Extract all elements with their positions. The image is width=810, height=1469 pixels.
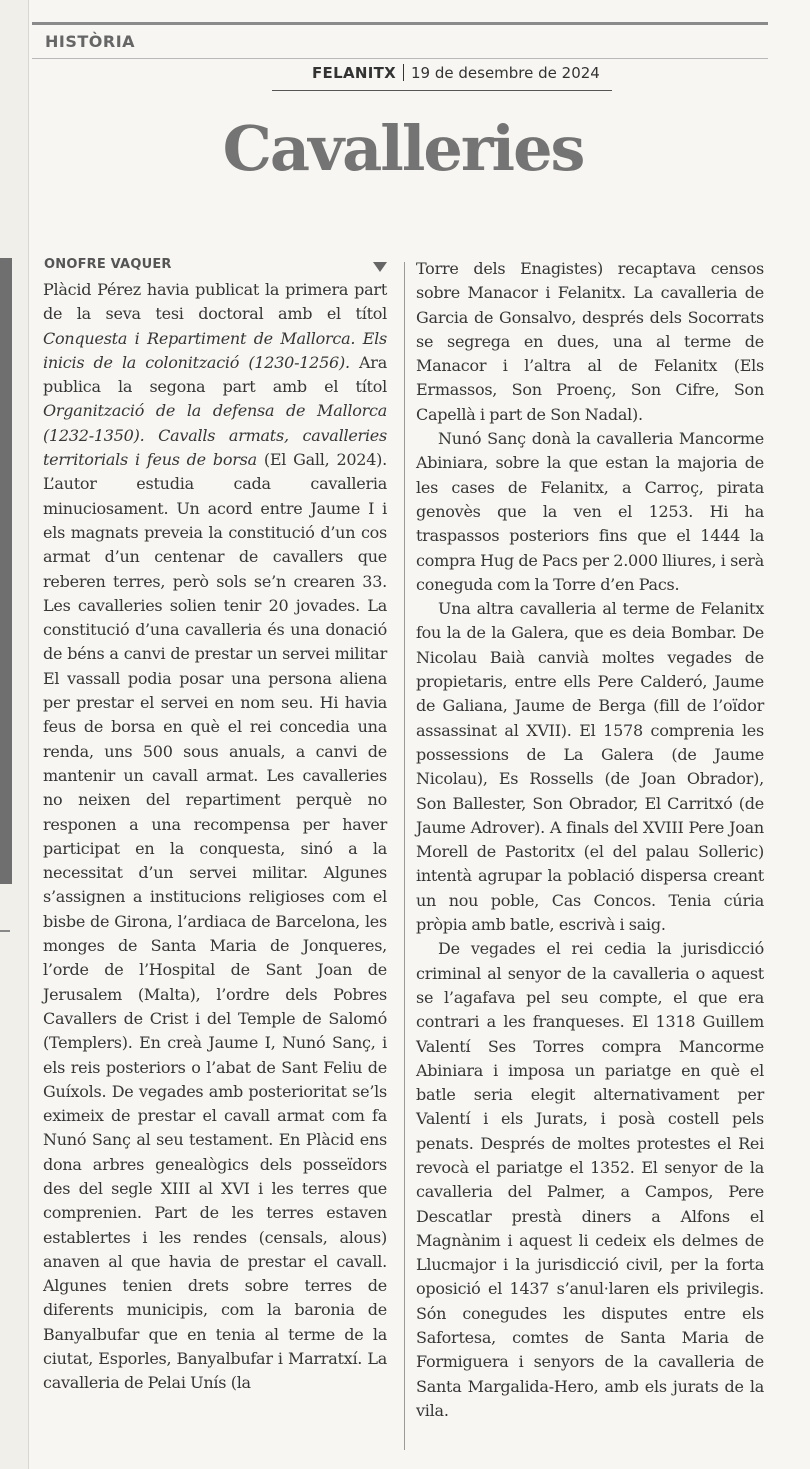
triangle-down-icon xyxy=(373,262,387,272)
dateline-date: 19 de desembre de 2024 xyxy=(411,64,600,82)
column-divider xyxy=(404,262,405,1450)
dateline-place: FELANITX xyxy=(312,64,396,82)
dateline xyxy=(312,64,600,82)
article-paragraph: Torre dels Enagistes) recaptava censos sobre Manacor i Felanitx. La cavalleria de Garcia de Gonsalvo, després dels Socorrats se segrega en dues, una al terme de Manacor i l’altra al de Felanitx (Els Ermassos, Son Proenç, Son Cifre, Son Capellà i part de Son Nadal). xyxy=(416,259,764,424)
adjacent-page-rule xyxy=(0,930,10,932)
article-paragraph xyxy=(43,278,387,1396)
paragraph-text: (El Gall, 2024). L’autor estudia cada cavalleria minuciosament. Un acord entre Jaume I i els magnats preveia la constitució d’un cos armat d’un centenar de cavallers que reberen terres, però sols se’n crearen 33. Les cavalleries solien tenir 20 jovades. La constitució d’una cavalleria és una donació de béns a canvi de prestar un servei militar El vassall podia posar una persona aliena per prestar el servei en nom seu. Hi havia feus de borsa en què el rei concedia una renda, uns 500 sous anuals, a canvi de mantenir un cavall armat. Les cavalleries no neixen del repartiment perquè no responen a una recompensa per haver participat en la conquesta, sinó a la necessitat d’un servei militar. Algunes s’assignen a institucions religioses com el bisbe de Girona, l’ardiaca de Barcelona, les monges de Santa Maria de Jonqueres, l’orde de l’Hospital de Sant Joan de Jerusalem (Malta), l’ordre dels Pobres Cavallers de Crist i del Temple de Salomó (Templers). En creà Jaume I, Nunó Sanç, i els reis posteriors o l’abat de Sant Feliu de Guíxols. De vegades amb posterioritat se’ls eximeix de prestar el cavall armat com fa Nunó Sanç al seu testament. En Plàcid ens dona arbres genealògics dels posseïdors des del segle XIII al XVI i les terres que comprenien. Part de les terres estaven establertes i les rendes (censals, alous) anaven al que havia de prestar el cavall. Algunes tenien drets sobre terres de diferents municipis, com la baronia de Banyalbufar que en tenia al terme de la ciutat, Esporles, Banyalbufar i Marratxí. La cavalleria de Pelai Unís (la xyxy=(43,450,387,1393)
section-label: HISTÒRIA xyxy=(45,32,136,51)
author-byline: ONOFRE VAQUER xyxy=(44,257,172,272)
dateline-rule xyxy=(272,90,612,91)
article-column-left xyxy=(43,278,387,1396)
headline: Cavalleries xyxy=(222,112,584,185)
adjacent-page-photo-edge xyxy=(0,258,12,884)
article-column-right xyxy=(416,257,764,1423)
book-title-1: Conquesta i Repartiment de Mallorca. Els inicis de la colonització (1230-1256). xyxy=(43,328,387,372)
article-paragraph: Nunó Sanç donà la cavalleria Mancorme Abiniara, sobre la que estan la majoria de les cases de Felanitx, a Carroç, pirata genovès que la ven el 1253. Hi ha traspassos posteriors fins que el 1444 la compra Hug de Pacs per 2.000 lliures, i serà coneguda com la Torre d’en Pacs. xyxy=(416,429,764,594)
top-rule xyxy=(32,22,768,25)
dateline-separator xyxy=(403,64,404,81)
paragraph-text: Ara publica la segona part amb el títol xyxy=(43,352,387,397)
article-paragraph: De vegades el rei cedia la jurisdicció criminal al senyor de la cavalleria o aquest se l’agafava pel seu compte, el que era contrari a les franqueses. El 1318 Guillem Valentí Ses Torres compra Mancorme Abiniara i imposa un pariatge en què el batle seria elegit alternativament per Valentí i els Jurats, i posà costell pels penats. Després de moltes protestes el Rei revocà el pariatge el 1352. El senyor de la cavalleria del Palmer, a Campos, Pere Descatlar prestà diners a Alfons el Magnànim i aquest li cedeix els delmes de Llucmajor i la jurisdicció civil, per la forta oposició el 1437 s’anul·laren els privilegis. Són conegudes les disputes entre els Safortesa, comtes de Santa Maria de Formiguera i senyors de la cavalleria de Santa Margalida-Hero, amb els jurats de la vila. xyxy=(416,939,764,1420)
book-title-2: Organització de la defensa de Mallorca (1232-1350). Cavalls armats, cavalleries territorials i feus de borsa xyxy=(43,401,387,470)
paragraph-text: Plàcid Pérez havia publicat la primera part de la seva tesi doctoral amb el títol xyxy=(43,280,387,324)
article-paragraph: Una altra cavalleria al terme de Felanitx fou la de la Galera, que es deia Bombar. De Nicolau Baià canvià moltes vegades de propietaris, entre ells Pere Calderó, Jaume de Galiana, Jaume de Berga (fill de l’oïdor assassinat al XVII). El 1578 comprenia les possessions de La Galera (de Jaume Nicolau), Es Rossells (de Joan Obrador), Son Ballester, Son Obrador, El Carritxó (de Jaume Adrover). A finals del XVIII Pere Joan Morell de Pastoritx (el del palau Solleric) intentà agrupar la població dispersa creant un nou poble, Cas Concos. Tenia cúria pròpia amb batle, escrivà i saig. xyxy=(416,599,764,935)
section-rule xyxy=(32,58,768,59)
